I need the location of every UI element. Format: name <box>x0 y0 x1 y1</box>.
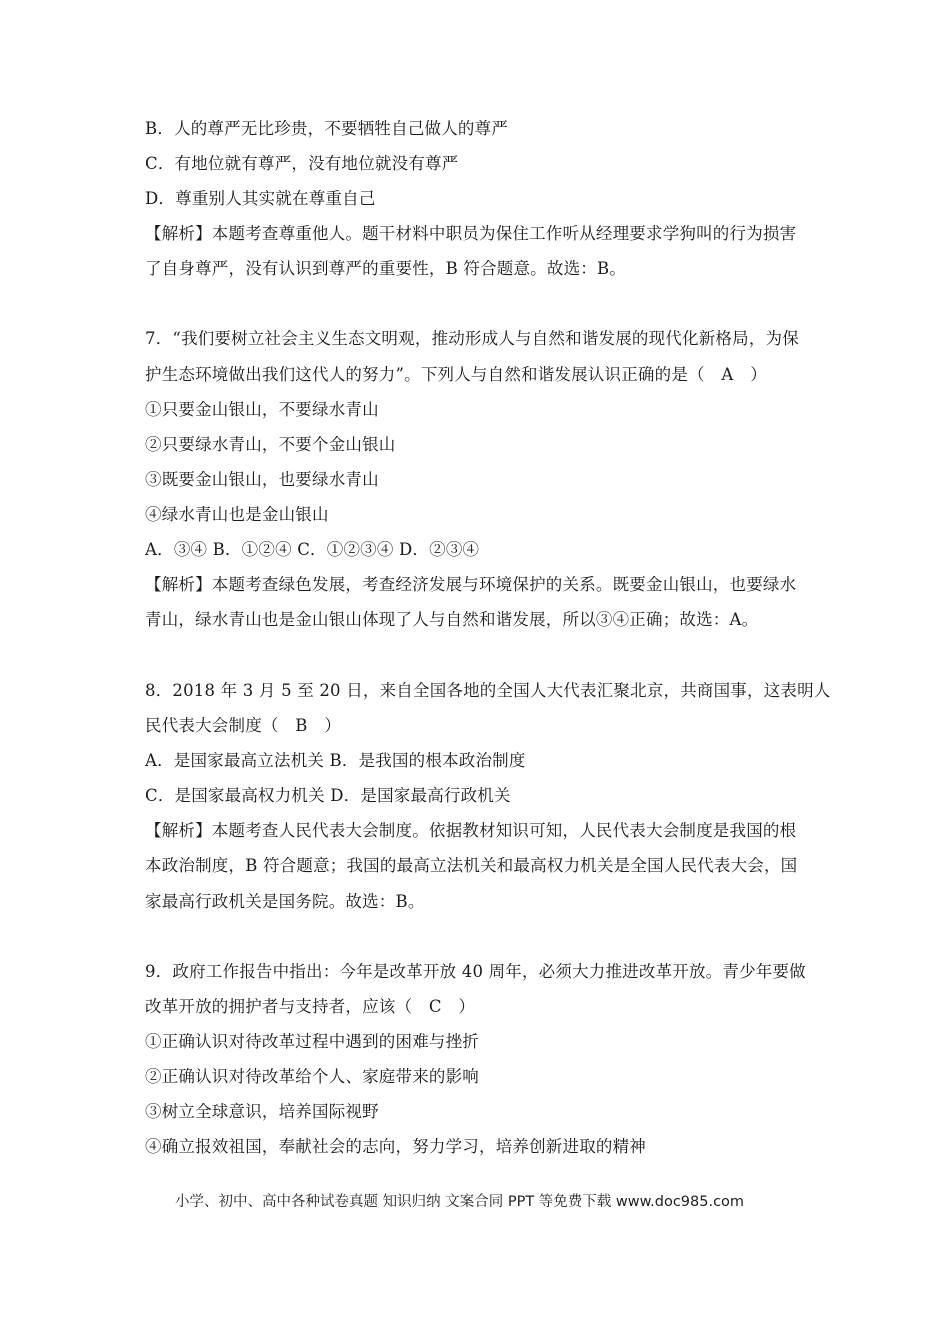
q9-item-2: ②正确认识对待改革给个人、家庭带来的影响 <box>145 1067 479 1086</box>
q7-analysis-line-2: 青山，绿水青山也是金山银山体现了人与自然和谐发展，所以③④正确；故选：A。 <box>145 610 759 629</box>
q7-options: A．③④ B．①②④ C．①②③④ D．②③④ <box>145 540 480 559</box>
q8-options-line-1: A．是国家最高立法机关 B．是我国的根本政治制度 <box>145 751 526 770</box>
q9-stem-line-2: 改革开放的拥护者与支持者，应该（ C ） <box>145 997 476 1016</box>
q7-stem-line-1: 7．“我们要树立社会主义生态文明观，推动形成人与自然和谐发展的现代化新格局，为保 <box>145 329 799 348</box>
page-footer: 小学、初中、高中各种试卷真题 知识归纳 文案合同 PPT 等免费下载 www.doc985.com <box>175 1194 745 1210</box>
q9-item-3: ③树立全球意识，培养国际视野 <box>145 1102 379 1121</box>
q8-analysis-line-2: 本政治制度，B 符合题意；我国的最高立法机关和最高权力机关是全国人民代表大会，国 <box>145 856 798 875</box>
q8-stem-line-2: 民代表大会制度（ B ） <box>145 716 342 735</box>
q6-option-d: D．尊重别人其实就在尊重自己 <box>145 189 376 208</box>
q6-option-b: B．人的尊严无比珍贵，不要牺牲自己做人的尊严 <box>145 119 509 138</box>
q7-analysis-line-1: 【解析】本题考查绿色发展，考查经济发展与环境保护的关系。既要金山银山，也要绿水 <box>145 575 797 594</box>
q6-option-c: C．有地位就有尊严，没有地位就没有尊严 <box>145 154 459 173</box>
q7-item-4: ④绿水青山也是金山银山 <box>145 505 329 524</box>
q6-analysis-line-2: 了自身尊严，没有认识到尊严的重要性，B 符合题意。故选：B。 <box>145 259 626 278</box>
q6-analysis-line-1: 【解析】本题考查尊重他人。题干材料中职员为保住工作听从经理要求学狗叫的行为损害 <box>145 224 797 243</box>
q7-item-2: ②只要绿水青山，不要个金山银山 <box>145 435 396 454</box>
q9-stem-line-1: 9．政府工作报告中指出：今年是改革开放 40 周年，必须大力推进改革开放。青少年要做 <box>145 962 806 981</box>
q7-item-1: ①只要金山银山，不要绿水青山 <box>145 400 379 419</box>
q7-stem-line-2: 护生态环境做出我们这代人的努力”。下列人与自然和谐发展认识正确的是（ A ） <box>145 365 767 384</box>
q7-item-3: ③既要金山银山，也要绿水青山 <box>145 470 379 489</box>
q8-options-line-2: C．是国家最高权力机关 D．是国家最高行政机关 <box>145 786 511 805</box>
q9-item-4: ④确立报效祖国，奉献社会的志向，努力学习，培养创新进取的精神 <box>145 1137 646 1156</box>
q9-item-1: ①正确认识对待改革过程中遇到的困难与挫折 <box>145 1032 479 1051</box>
q8-analysis-line-3: 家最高行政机关是国务院。故选：B。 <box>145 892 425 911</box>
q8-stem-line-1: 8．2018 年 3 月 5 至 20 日，来自全国各地的全国人大代表汇聚北京，共商国事，这表明人 <box>145 681 831 700</box>
q8-analysis-line-1: 【解析】本题考查人民代表大会制度。依据教材知识可知，人民代表大会制度是我国的根 <box>145 821 797 840</box>
